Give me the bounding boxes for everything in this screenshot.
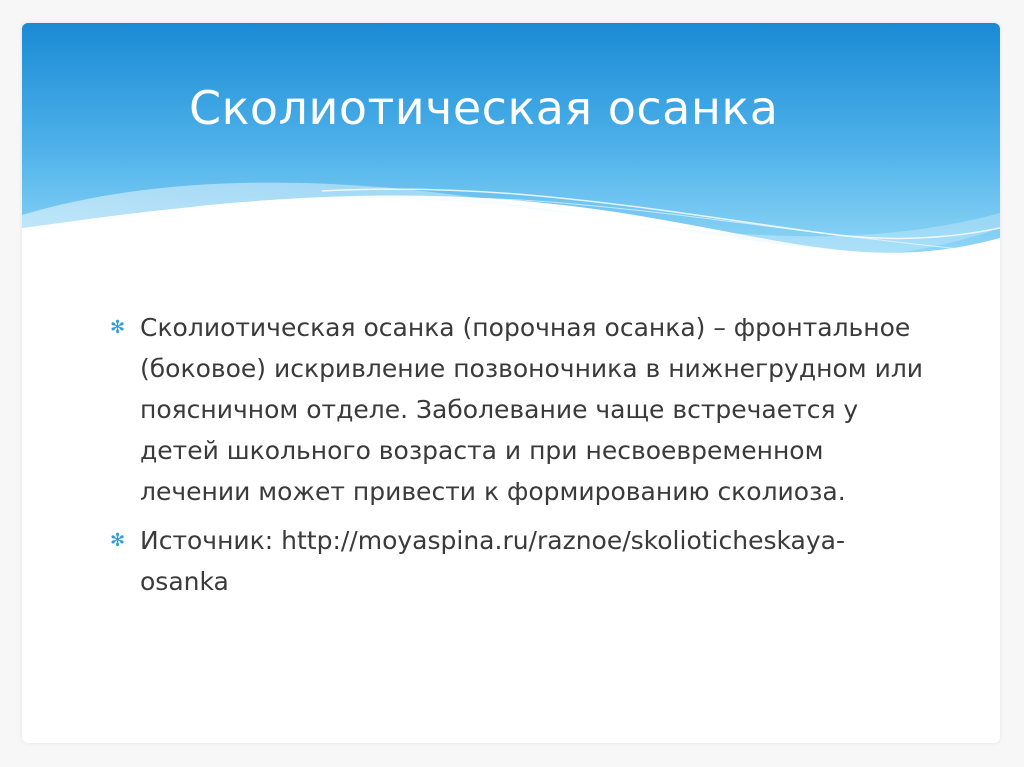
list-item (110, 520, 930, 602)
asterisk-bullet-icon: ✻ (110, 317, 126, 338)
slide-title: Сколиотическая осанка (189, 81, 779, 135)
source-text: Источник: http://moyaspina.ru/raznoe/skolioticheskaya-osanka (140, 526, 845, 596)
bullet-list (110, 307, 930, 610)
bullet-text: Сколиотическая осанка (порочная осанка) – фронтальное (боковое) искривление позвоночника в нижнегрудном или поясничном отделе. Заболевание чаще встречается у детей школьного возраста и при несвоевременном лечении может привести к формированию сколиоза. (140, 313, 924, 506)
asterisk-bullet-icon: ✻ (110, 530, 126, 551)
slide (22, 23, 1000, 743)
list-item (110, 307, 930, 512)
header-wave-background (22, 23, 1000, 283)
